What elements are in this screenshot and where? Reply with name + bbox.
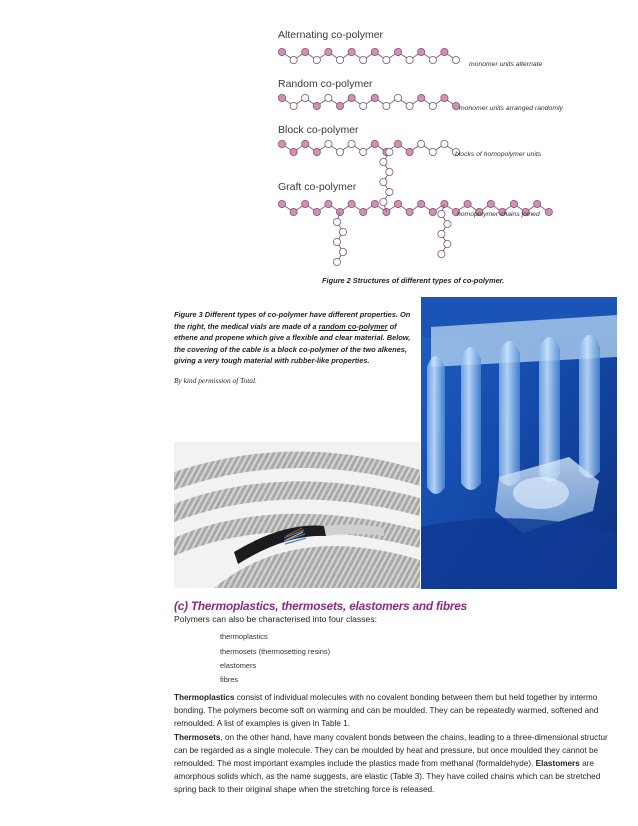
graft-monomer: [360, 208, 367, 215]
block-copolymer-label: Block co-polymer: [278, 124, 359, 136]
random-monomer: [429, 102, 436, 109]
alternating-monomer: [348, 48, 355, 55]
random-monomer: [360, 102, 367, 109]
alternating-monomer: [360, 56, 367, 63]
random-monomer: [290, 102, 297, 109]
random-monomer: [406, 102, 413, 109]
block-monomer: [371, 140, 378, 147]
graft-branch-down-left-monomer: [339, 248, 346, 255]
block-monomer: [313, 148, 320, 155]
graft-branch-down-left-monomer: [333, 218, 340, 225]
random-copolymer-chain: [278, 94, 459, 109]
random-monomer: [418, 94, 425, 101]
class-item-elastomers: elastomers: [220, 661, 257, 670]
elastomers-term: Elastomers: [535, 759, 580, 768]
random-monomer: [441, 94, 448, 101]
paragraph-line: can be regarded as a single molecule. They can be moulded by heat and pressure, but once moulded they cannot be: [174, 746, 599, 755]
block-monomer: [336, 148, 343, 155]
block-monomer: [302, 140, 309, 147]
graft-branch-down-left-monomer: [333, 258, 340, 265]
copolymer-structures-diagram: [272, 20, 572, 272]
alternating-monomer: [441, 48, 448, 55]
graft-monomer: [429, 208, 436, 215]
random-monomer: [325, 94, 332, 101]
graft-branch-down-left-monomer: [333, 238, 340, 245]
random-monomer: [348, 94, 355, 101]
block-monomer: [394, 140, 401, 147]
block-monomer: [290, 148, 297, 155]
graft-monomer: [302, 200, 309, 207]
random-monomer: [371, 94, 378, 101]
thermoplastics-term: Thermoplastics: [174, 693, 235, 702]
graft-copolymer-chain: [278, 148, 552, 265]
graft-branch-up-monomer: [380, 178, 387, 185]
random-monomer: [336, 102, 343, 109]
graft-monomer: [545, 208, 552, 215]
paragraph-line: bonding. The polymers become soft on warming and can be moulded. They can be repeatedly warmed, softened and: [174, 706, 599, 715]
graft-monomer: [371, 200, 378, 207]
graft-branch-up-monomer: [380, 158, 387, 165]
alternating-monomer: [418, 48, 425, 55]
figure-3-caption-text: Figure 3 Different types of co-polymer have different properties. On the right, the medical vials are made of a: [174, 310, 411, 331]
section-heading: (c) Thermoplastics, thermosets, elastomers and fibres: [174, 599, 467, 613]
paragraph-line: are: [579, 759, 594, 768]
graft-monomer: [487, 200, 494, 207]
alternating-monomer: [313, 56, 320, 63]
graft-monomer: [510, 200, 517, 207]
alternating-monomer: [302, 48, 309, 55]
figure-2-caption: Figure 2 Structures of different types of co-polymer.: [322, 276, 505, 285]
graft-branch-down-right-monomer: [444, 220, 451, 227]
block-monomer: [360, 148, 367, 155]
alternating-monomer: [336, 56, 343, 63]
graft-monomer: [278, 200, 285, 207]
graft-copolymer-note: homopolymer chains joined: [457, 211, 540, 218]
random-monomer: [313, 102, 320, 109]
graft-monomer: [418, 200, 425, 207]
graft-monomer: [534, 200, 541, 207]
random-copolymer-link[interactable]: random co-polymer: [318, 321, 388, 331]
random-copolymer-note: monomer units arranged randomly: [459, 105, 563, 112]
graft-monomer: [325, 200, 332, 207]
graft-branch-up-monomer: [386, 188, 393, 195]
random-monomer: [394, 94, 401, 101]
graft-branch-down-right-monomer: [438, 230, 445, 237]
graft-branch-down-right-monomer: [438, 210, 445, 217]
paragraph-line: amorphous solids which, as the name suggests, are elastic (Table 3). They have coiled chains which can be stretched: [174, 772, 601, 781]
alternating-monomer: [429, 56, 436, 63]
random-monomer: [383, 102, 390, 109]
block-monomer: [406, 148, 413, 155]
graft-monomer: [348, 200, 355, 207]
alternating-copolymer-label: Alternating co-polymer: [278, 29, 384, 41]
graft-branch-down-right-monomer: [438, 250, 445, 257]
alternating-copolymer-chain: [278, 48, 459, 63]
class-item-fibres: fibres: [220, 675, 239, 684]
thermosets-term: Thermosets: [174, 733, 221, 742]
figure-3-caption-text-end: of ethene and propene which give a flexible and clear material. Below, the covering of the cable is a block co-polymer of the two alkenes, giving a very tough material with rubber-like properties.: [174, 321, 411, 366]
block-monomer: [429, 148, 436, 155]
block-monomer: [325, 140, 332, 147]
block-copolymer-chain: [278, 140, 459, 155]
paragraph-line: consist of individual molecules with no covalent bonding between them but held together by intermo: [234, 693, 598, 702]
alternating-monomer: [452, 56, 459, 63]
paragraph-line: remoulded. A list of examples is given in Table 1.: [174, 719, 350, 728]
block-monomer: [348, 140, 355, 147]
classes-intro-text: Polymers can also be characterised into four classes:: [174, 614, 378, 624]
block-copolymer-note: blocks of homopolymer units: [455, 151, 542, 158]
medical-vials-photo: [421, 297, 617, 589]
block-monomer: [418, 140, 425, 147]
alternating-monomer: [371, 48, 378, 55]
cable-photo: [174, 442, 420, 588]
graft-branch-down-right-monomer: [444, 240, 451, 247]
graft-monomer: [313, 208, 320, 215]
thermosets-elastomers-paragraph: [174, 731, 616, 796]
graft-monomer: [406, 208, 413, 215]
class-item-thermoplastics: thermoplastics: [220, 632, 268, 641]
paragraph-line: , on the other hand, have many covalent bonds between the chains, leading to a three-dimensional structur: [220, 733, 608, 742]
graft-branch-down-left-monomer: [339, 228, 346, 235]
random-copolymer-label: Random co-polymer: [278, 78, 373, 90]
figure-3-caption: [174, 309, 420, 367]
graft-branch-up-monomer: [380, 198, 387, 205]
paragraph-line: spring back to their original shape when the stretching force is released.: [174, 785, 435, 794]
paragraph-line: remoulded. The most important examples include the plastics made from methanal (formaldehyde).: [174, 759, 536, 768]
figure-3-credit: By kind permission of Total.: [174, 376, 257, 385]
alternating-monomer: [394, 48, 401, 55]
thermoplastics-paragraph: [174, 691, 616, 730]
alternating-copolymer-note: monomer units alternate: [469, 61, 543, 68]
block-monomer: [441, 140, 448, 147]
graft-copolymer-label: Graft co-polymer: [278, 181, 357, 193]
graft-monomer: [394, 200, 401, 207]
graft-monomer: [464, 200, 471, 207]
graft-branch-up-monomer: [386, 168, 393, 175]
alternating-monomer: [325, 48, 332, 55]
random-monomer: [278, 94, 285, 101]
graft-monomer: [290, 208, 297, 215]
block-monomer: [278, 140, 285, 147]
alternating-monomer: [406, 56, 413, 63]
alternating-monomer: [290, 56, 297, 63]
alternating-monomer: [383, 56, 390, 63]
alternating-monomer: [278, 48, 285, 55]
graft-branch-up-monomer: [386, 148, 393, 155]
class-item-thermosets: thermosets (thermosetting resins): [220, 647, 331, 656]
random-monomer: [302, 94, 309, 101]
